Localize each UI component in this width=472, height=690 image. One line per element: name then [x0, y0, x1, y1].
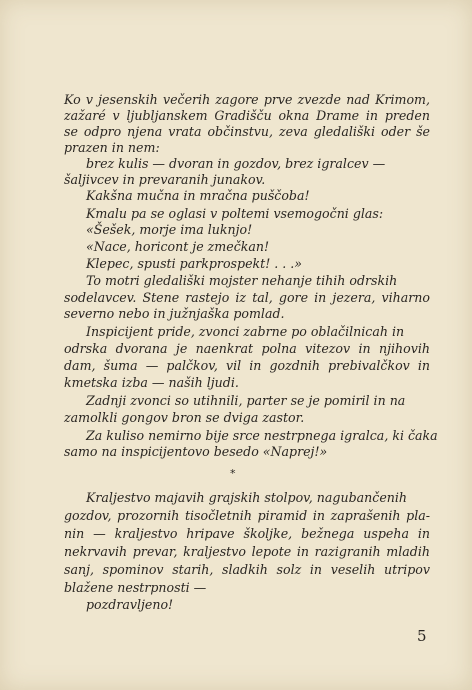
poem-line: sodelavcev. Stene rastejo iz tal, gore in jezera, viharno — [64, 290, 430, 305]
section-separator: * — [230, 467, 236, 480]
closing-line: gozdov, prozornih tisočletnih piramid in zaprašenih pla- — [64, 508, 430, 523]
poem-line: Ko v jesenskih večerih zagore prve zvezde nad Krimom, — [64, 92, 430, 107]
poem-line: šaljivcev in prevaranih junakov. — [64, 172, 266, 187]
poem-text — [64, 0, 438, 690]
poem-line: dam, šuma — palčkov, vil in gozdnih prebivalčkov in — [64, 358, 430, 373]
poem-line: Inspicijent pride, zvonci zabrne po oblačilnicah in — [86, 324, 405, 339]
closing-line: nin — kraljestvo hripave školjke, bežnega uspeha in — [64, 526, 430, 541]
closing-line: nekrvavih prevar, kraljestvo lepote in razigranih mladih — [64, 544, 430, 559]
closing-line: blažene nestrpnosti — — [64, 580, 207, 595]
poem-line: kmetska izba — naših ljudi. — [64, 375, 239, 390]
poem-line: «Nace, horicont je zmečkan! — [86, 239, 270, 254]
closing-line: Kraljestvo majavih grajskih stolpov, nagubančenih — [86, 490, 408, 505]
poem-line: zažaré v ljubljanskem Gradišču okna Drame in preden — [64, 108, 430, 123]
poem-line: brez kulis — dvoran in gozdov, brez igralcev — — [86, 156, 386, 171]
poem-line: Kmalu pa se oglasi v poltemi vsemogočni glas: — [86, 206, 384, 221]
poem-line: prazen in nem: — [64, 140, 160, 155]
poem-line: odrska dvorana je naenkrat polna vitezov in njihovih — [64, 341, 430, 356]
poem-line: To motri gledališki mojster nehanje tihih odrskih — [86, 273, 398, 288]
page-number: 5 — [417, 627, 427, 645]
poem-line: severno nebo in južnjaška pomlad. — [64, 306, 285, 321]
poem-line: Kakšna mučna in mračna puščoba! — [86, 188, 310, 203]
poem-line: Klepec, spusti parkprospekt! . . .» — [86, 256, 302, 271]
poem-line: Zadnji zvonci so utihnili, parter se je pomiril in na — [86, 393, 406, 408]
poem-line: se odpro njena vrata občinstvu, zeva gledališki oder še — [64, 124, 430, 139]
poem-line: Za kuliso nemirno bije srce nestrpnega igralca, ki čaka — [86, 428, 438, 443]
poem-line: samo na inspicijentovo besedo «Naprej!» — [64, 444, 328, 459]
poem-line: zamolkli gongov bron se dviga zastor. — [64, 410, 305, 425]
closing-line: sanj, spominov starih, sladkih solz in veselih utripov — [64, 562, 430, 577]
poem-line: «Šešek, morje ima luknjo! — [86, 222, 253, 237]
closing-line: pozdravljeno! — [86, 597, 174, 612]
